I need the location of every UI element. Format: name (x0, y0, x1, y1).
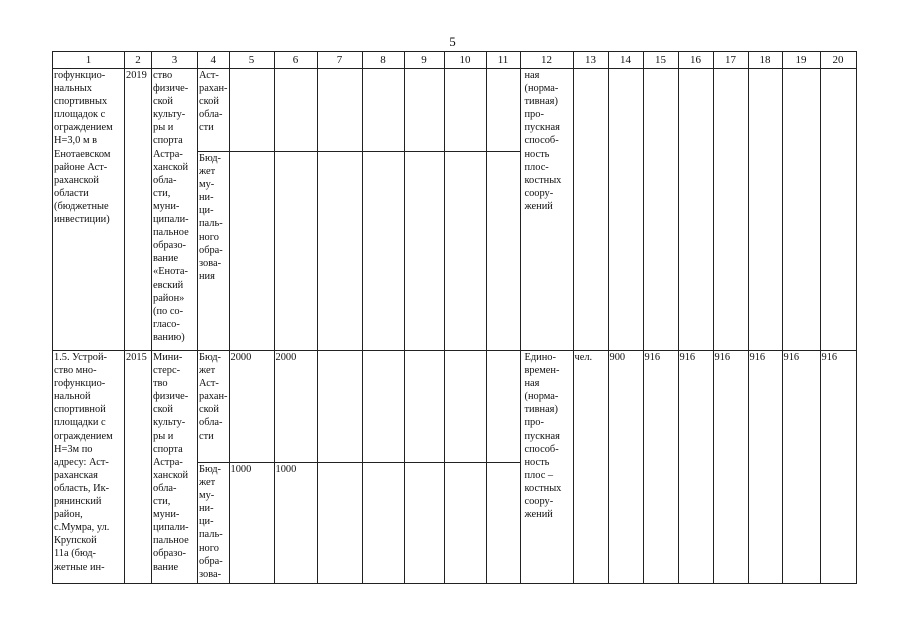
value-cell (486, 463, 520, 584)
value-cell: 916 (678, 351, 713, 584)
value-cell (486, 152, 520, 351)
value-cell (444, 152, 486, 351)
value-cell (317, 351, 362, 463)
measure-name-cell: гофункцио- нальных спортивных площадок с ограждением Н=3,0 м в Енотаевском районе Аст- раханской области (бюджетные инвестиции) (53, 69, 125, 351)
value-cell (362, 69, 404, 152)
value-cell (820, 69, 856, 351)
value-cell (486, 351, 520, 463)
value-cell (444, 351, 486, 463)
value-cell (444, 463, 486, 584)
value-cell (317, 463, 362, 584)
funding-source-cell: Бюд- жет му- ни- ци- паль- ного обра- зова- (198, 463, 230, 584)
value-cell: 916 (782, 351, 820, 584)
value-cell (317, 152, 362, 351)
value-cell (608, 69, 643, 351)
measure-name-cell: 1.5. Устрой- ство мно- гофункцио- нальной спортивной площадки с ограждением Н=3м по адресу: Аст- раханская область, Ик- рянинский район, с.Мумра, ул. Крупской 11а (бюд- жетные ин- (53, 351, 125, 584)
indicator-cell: Едино- времен- ная (норма- тивная) про- пускная способ- ность плос – костных соору- жений (520, 351, 573, 584)
value-cell (362, 351, 404, 463)
year-cell: 2015 (125, 351, 152, 584)
value-cell (713, 69, 748, 351)
value-cell: 2000 (274, 351, 317, 463)
header-cell: 6 (274, 52, 317, 69)
value-cell (362, 463, 404, 584)
header-cell: 20 (820, 52, 856, 69)
header-cell: 2 (125, 52, 152, 69)
header-cell: 14 (608, 52, 643, 69)
year-cell: 2019 (125, 69, 152, 351)
value-cell (229, 69, 274, 152)
value-cell: 916 (748, 351, 782, 584)
value-cell (748, 69, 782, 351)
page-number: 5 (449, 34, 456, 49)
header-cell: 7 (317, 52, 362, 69)
header-cell: 1 (53, 52, 125, 69)
header-cell: 13 (573, 52, 608, 69)
header-cell: 10 (444, 52, 486, 69)
header-cell: 17 (713, 52, 748, 69)
header-cell: 11 (486, 52, 520, 69)
value-cell (404, 152, 444, 351)
unit-cell: чел. (573, 351, 608, 584)
value-cell: 1000 (274, 463, 317, 584)
value-cell (274, 69, 317, 152)
value-cell (274, 152, 317, 351)
header-cell: 3 (152, 52, 198, 69)
header-cell: 12 (520, 52, 573, 69)
executor-cell: Мини- стерс- тво физиче- ской культу- ры и спорта Астра- ханской обла- сти, муни- ципали- пальное образо- вание (152, 351, 198, 584)
value-cell (678, 69, 713, 351)
value-cell: 916 (643, 351, 678, 584)
value-cell (486, 69, 520, 152)
value-cell (404, 351, 444, 463)
funding-source-cell: Аст- рахан- ской обла- сти (198, 69, 230, 152)
unit-cell (573, 69, 608, 351)
value-cell (362, 152, 404, 351)
header-cell: 18 (748, 52, 782, 69)
header-cell: 8 (362, 52, 404, 69)
header-cell: 19 (782, 52, 820, 69)
funding-source-cell: Бюд- жет Аст- рахан- ской обла- сти (198, 351, 230, 463)
value-cell: 916 (713, 351, 748, 584)
funding-source-cell: Бюд- жет му- ни- ци- паль- ного обра- зова- ния (198, 152, 230, 351)
executor-cell: ство физиче- ской культу- ры и спорта Астра- ханской обла- сти, муни- ципали- пальное образо- вание «Енота- евский район» (по со- гласо- ванию) (152, 69, 198, 351)
header-cell: 16 (678, 52, 713, 69)
value-cell: 916 (820, 351, 856, 584)
value-cell: 1000 (229, 463, 274, 584)
table-row (53, 351, 857, 463)
value-cell (317, 69, 362, 152)
header-cell: 4 (198, 52, 230, 69)
header-row (53, 52, 857, 69)
header-cell: 5 (229, 52, 274, 69)
indicator-cell: ная (норма- тивная) про- пускная способ- ность плос- костных соору- жений (520, 69, 573, 351)
value-cell (643, 69, 678, 351)
value-cell (404, 463, 444, 584)
value-cell: 2000 (229, 351, 274, 463)
value-cell (782, 69, 820, 351)
header-cell: 15 (643, 52, 678, 69)
value-cell (404, 69, 444, 152)
value-cell (444, 69, 486, 152)
data-table (52, 51, 857, 584)
value-cell (229, 152, 274, 351)
table-row (53, 69, 857, 152)
value-cell: 900 (608, 351, 643, 584)
header-cell: 9 (404, 52, 444, 69)
